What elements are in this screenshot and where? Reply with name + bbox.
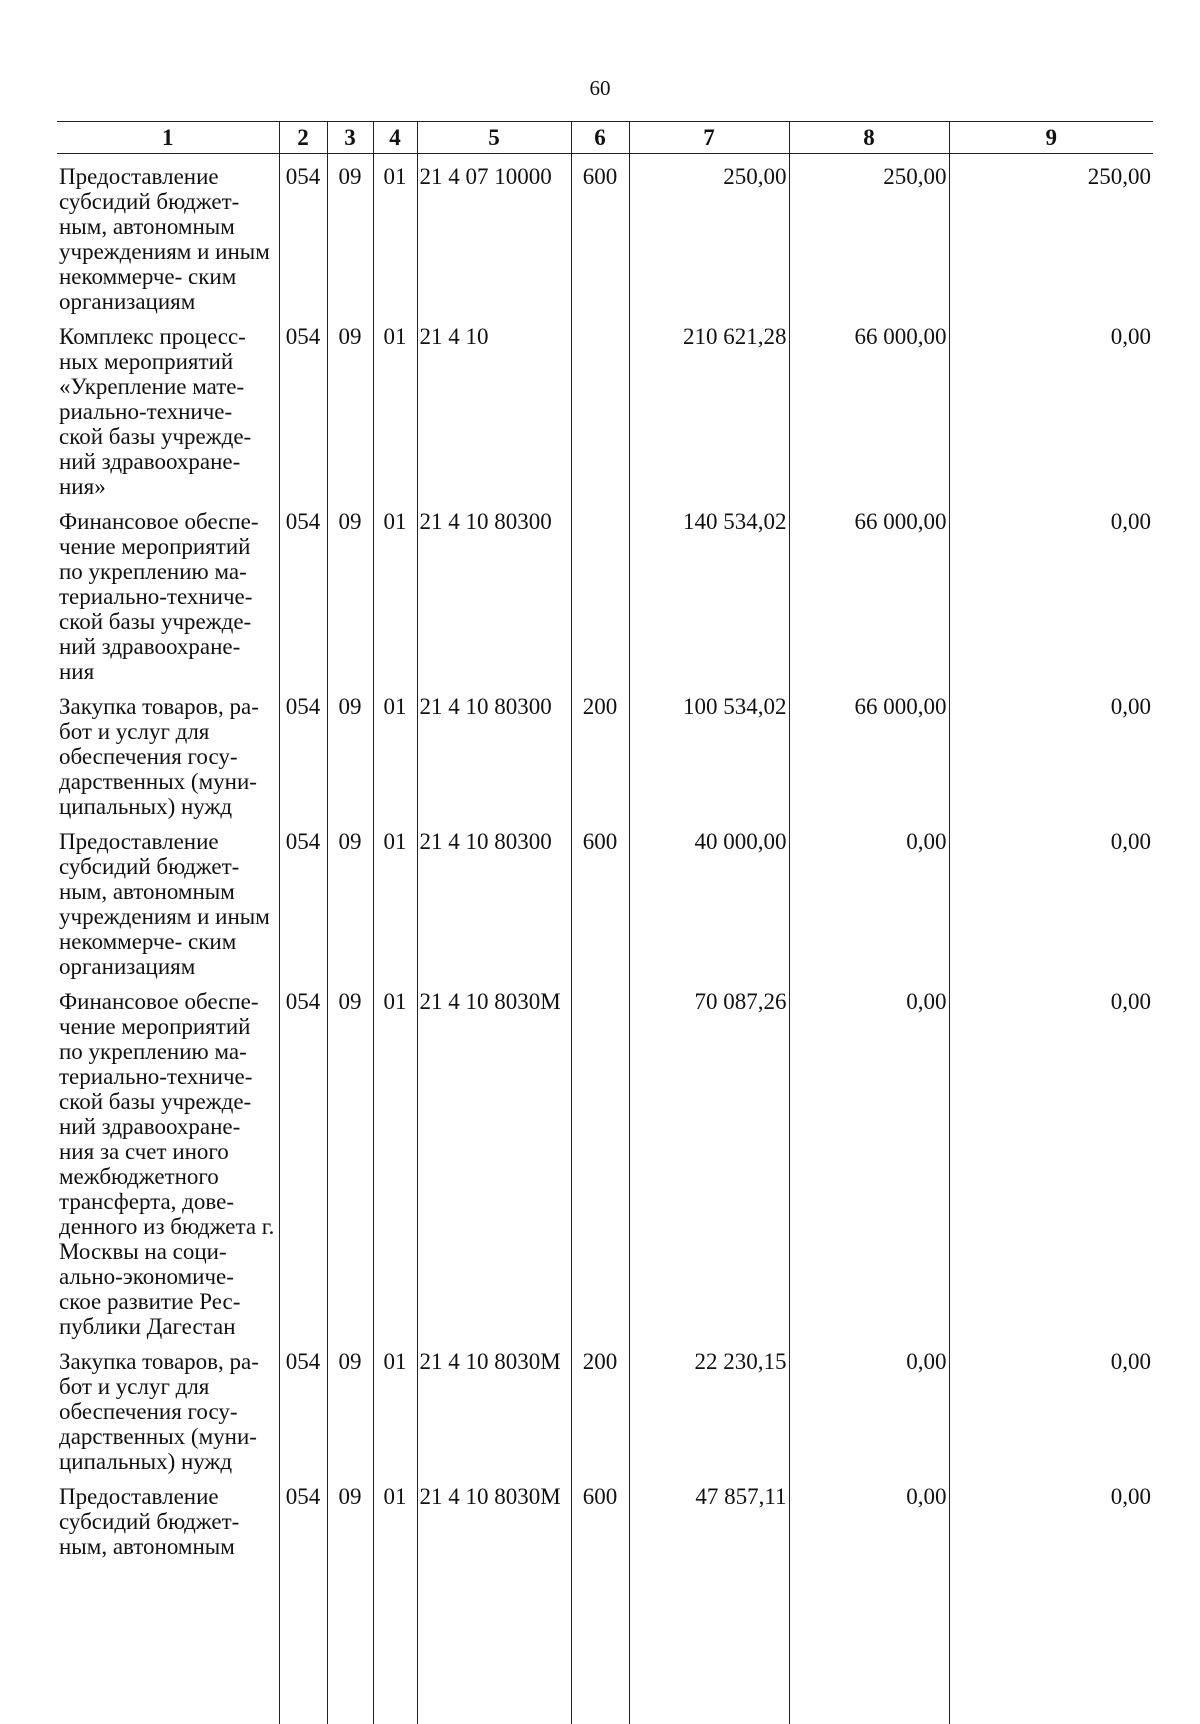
- header-col-2: 2: [279, 122, 327, 154]
- row-name: Комплекс процесс- ных мероприятий «Укрепление мате- риально-техниче- ской базы учрежде- ний здравоохране- ния»: [59, 324, 252, 499]
- row-code: 21 4 10 80300: [417, 684, 571, 819]
- row-name: Закупка товаров, ра- бот и услуг для обеспечения госу- дарственных (муни- ципальных) нужд: [59, 694, 259, 819]
- header-col-4: 4: [373, 122, 417, 154]
- row-value-9: 0,00: [949, 499, 1153, 684]
- row-code: 21 4 10 80300: [417, 819, 571, 979]
- row-code: 21 4 10 8030М: [417, 1339, 571, 1474]
- row-type: 200: [571, 684, 629, 819]
- row-value-9: 0,00: [949, 314, 1153, 499]
- row-name: Предоставление субсидий бюджет- ным, автономным: [59, 1484, 240, 1559]
- row-value-8: 66 000,00: [789, 314, 949, 499]
- row-type: 600: [571, 819, 629, 979]
- table-header-row: [57, 122, 1153, 154]
- table-row: [57, 154, 1153, 315]
- row-value-7: 100 534,02: [629, 684, 789, 819]
- row-section: 09: [327, 1474, 373, 1724]
- row-ministry: 054: [279, 154, 327, 315]
- row-value-9: 250,00: [949, 154, 1153, 315]
- row-section: 09: [327, 1339, 373, 1474]
- row-section: 09: [327, 154, 373, 315]
- row-subsection: 01: [373, 684, 417, 819]
- row-subsection: 01: [373, 1339, 417, 1474]
- row-value-7: 70 087,26: [629, 979, 789, 1339]
- row-name: Финансовое обеспе- чение мероприятий по укреплению ма- териально-техниче- ской базы учрежде- ний здравоохране- ния за счет иного межбюджетного трансферта, дове- денного из бюджета г. Москвы на соци- ально-экономиче- ское развитие Рес- публики Дагестан: [59, 989, 275, 1339]
- row-type: [571, 499, 629, 684]
- table-row: [57, 314, 1153, 499]
- row-name: Предоставление субсидий бюджет- ным, автономным учреждениям и иным некоммерче- ским организациям: [59, 829, 270, 979]
- row-ministry: 054: [279, 684, 327, 819]
- row-ministry: 054: [279, 1474, 327, 1724]
- row-value-8: 0,00: [789, 819, 949, 979]
- row-type: 200: [571, 1339, 629, 1474]
- row-code: 21 4 07 10000: [417, 154, 571, 315]
- header-col-8: 8: [789, 122, 949, 154]
- row-value-9: 0,00: [949, 1339, 1153, 1474]
- budget-table: [57, 121, 1153, 1724]
- row-section: 09: [327, 684, 373, 819]
- row-value-7: 140 534,02: [629, 499, 789, 684]
- row-ministry: 054: [279, 314, 327, 499]
- table-row: [57, 819, 1153, 979]
- header-col-7: 7: [629, 122, 789, 154]
- table-row: [57, 1339, 1153, 1474]
- row-value-9: 0,00: [949, 979, 1153, 1339]
- row-type: 600: [571, 1474, 629, 1724]
- row-value-7: 250,00: [629, 154, 789, 315]
- row-value-7: 22 230,15: [629, 1339, 789, 1474]
- row-section: 09: [327, 314, 373, 499]
- row-section: 09: [327, 979, 373, 1339]
- row-value-9: 0,00: [949, 1474, 1153, 1724]
- row-type: [571, 979, 629, 1339]
- table-row: [57, 499, 1153, 684]
- row-value-8: 66 000,00: [789, 499, 949, 684]
- row-subsection: 01: [373, 314, 417, 499]
- row-value-8: 250,00: [789, 154, 949, 315]
- row-code: 21 4 10 8030М: [417, 979, 571, 1339]
- row-value-8: 0,00: [789, 1474, 949, 1724]
- row-subsection: 01: [373, 819, 417, 979]
- row-type: [571, 314, 629, 499]
- row-subsection: 01: [373, 979, 417, 1339]
- header-col-9: 9: [949, 122, 1153, 154]
- row-subsection: 01: [373, 1474, 417, 1724]
- row-code: 21 4 10 80300: [417, 499, 571, 684]
- row-type: 600: [571, 154, 629, 315]
- row-ministry: 054: [279, 499, 327, 684]
- row-ministry: 054: [279, 979, 327, 1339]
- table-row: [57, 684, 1153, 819]
- row-subsection: 01: [373, 154, 417, 315]
- row-code: 21 4 10: [417, 314, 571, 499]
- table-row: [57, 979, 1153, 1339]
- row-value-7: 210 621,28: [629, 314, 789, 499]
- row-value-8: 0,00: [789, 1339, 949, 1474]
- row-value-8: 0,00: [789, 979, 949, 1339]
- row-name: Предоставление субсидий бюджет- ным, автономным учреждениям и иным некоммерче- ским организациям: [59, 164, 270, 314]
- page-number: 60: [589, 76, 611, 100]
- row-name: Закупка товаров, ра- бот и услуг для обеспечения госу- дарственных (муни- ципальных) нужд: [59, 1349, 259, 1474]
- row-section: 09: [327, 499, 373, 684]
- row-ministry: 054: [279, 1339, 327, 1474]
- row-name: Финансовое обеспе- чение мероприятий по укреплению ма- териально-техниче- ской базы учрежде- ний здравоохране- ния: [59, 509, 259, 684]
- header-col-1: 1: [57, 122, 279, 154]
- row-code: 21 4 10 8030М: [417, 1474, 571, 1724]
- table-row: [57, 1474, 1153, 1724]
- row-value-9: 0,00: [949, 819, 1153, 979]
- row-ministry: 054: [279, 819, 327, 979]
- row-value-7: 47 857,11: [629, 1474, 789, 1724]
- header-col-3: 3: [327, 122, 373, 154]
- row-section: 09: [327, 819, 373, 979]
- header-col-5: 5: [417, 122, 571, 154]
- row-value-7: 40 000,00: [629, 819, 789, 979]
- row-value-9: 0,00: [949, 684, 1153, 819]
- header-col-6: 6: [571, 122, 629, 154]
- row-subsection: 01: [373, 499, 417, 684]
- row-value-8: 66 000,00: [789, 684, 949, 819]
